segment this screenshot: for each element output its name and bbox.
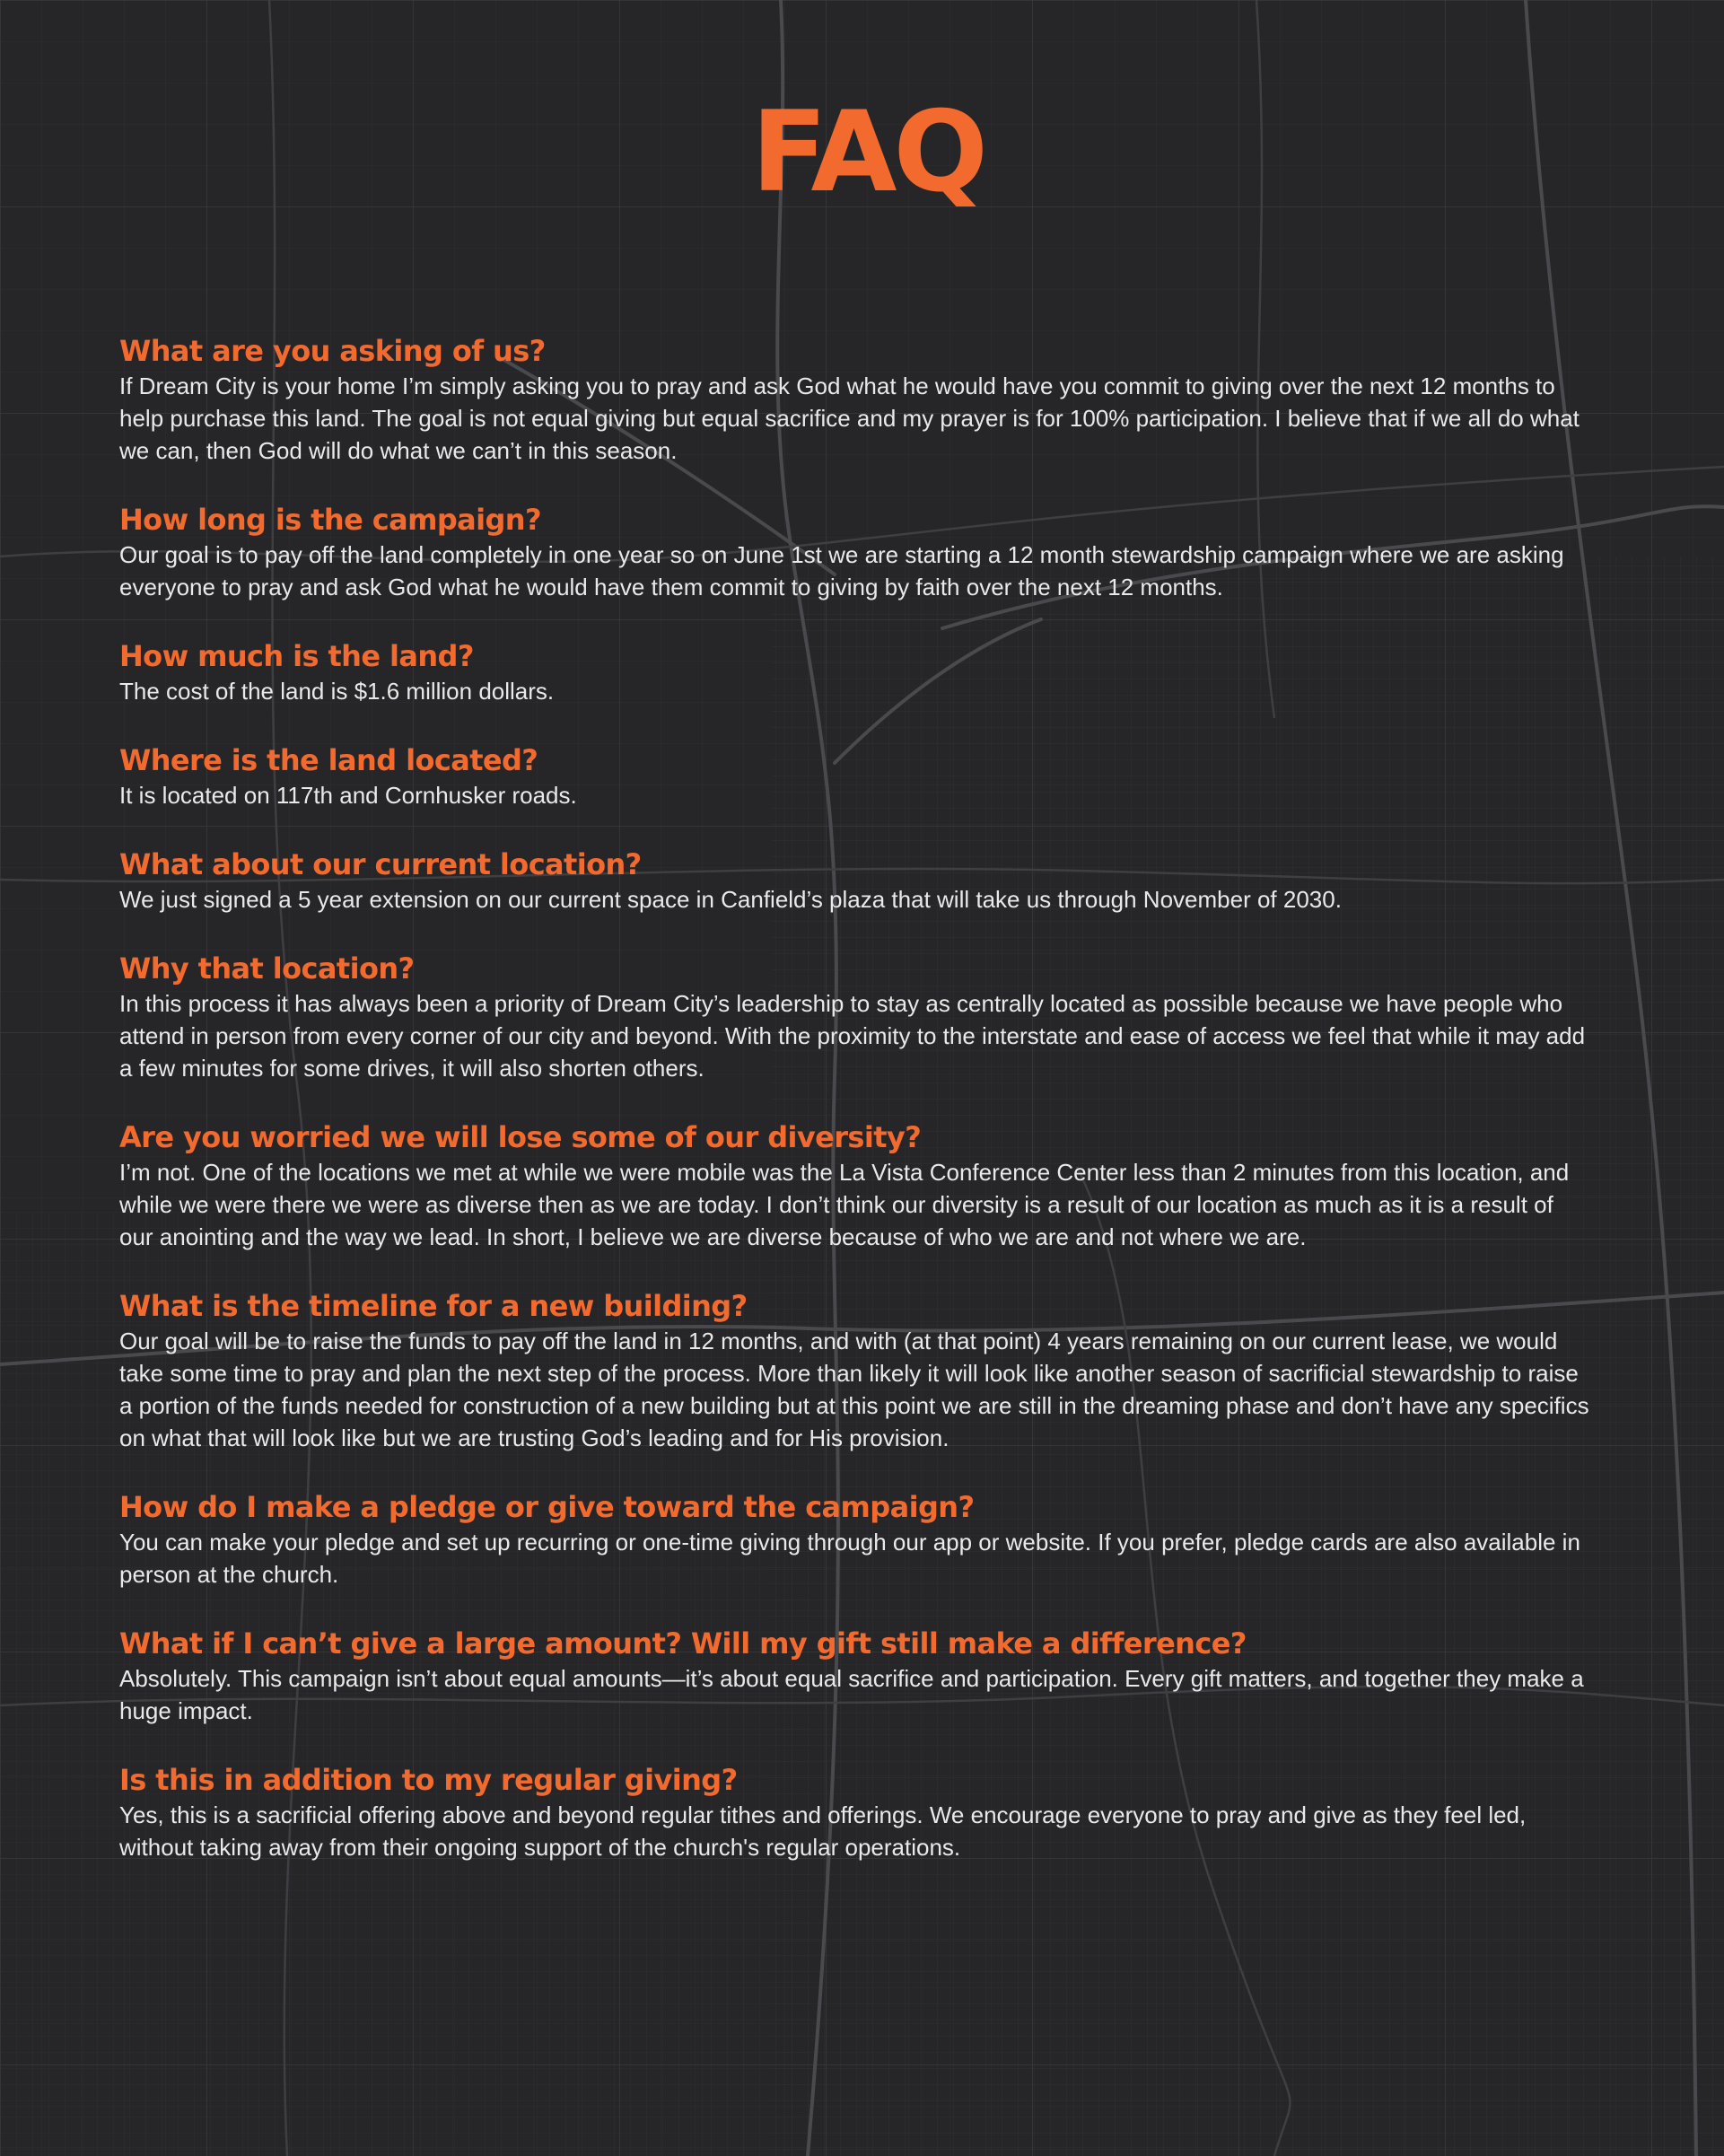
faq-item: [119, 951, 1616, 1084]
faq-question: Where is the land located?: [119, 743, 538, 777]
faq-item: [119, 847, 1616, 916]
faq-question: Are you worried we will lose some of our diversity?: [119, 1120, 922, 1154]
faq-answer: Our goal will be to raise the funds to pay off the land in 12 months, and with (at that point) 4 years remaining on our current lease, we would take some time to pray and plan the next step of the process. More than likely it will look like another season of sacrificial stewardship to raise a portion of the funds needed for construction of a new building but at this point we are still in the dreaming phase and don’t have any specifics on what that will look like but we are trusting God’s leading and for His provision.: [119, 1328, 1589, 1451]
faq-item: [119, 1626, 1616, 1727]
faq-answer: If Dream City is your home I’m simply asking you to pray and ask God what he would have you commit to giving over the next 12 months to help purchase this land. The goal is not equal giving but equal sacrifice and my prayer is for 100% participation. I believe that if we all do what we can, then God will do what we can’t in this season.: [119, 372, 1580, 464]
faq-answer: Yes, this is a sacrificial offering above and beyond regular tithes and offerings. We encourage everyone to pray and give as they feel led, without taking away from their ongoing support of the church's regular operations.: [119, 1801, 1527, 1861]
faq-answer: We just signed a 5 year extension on our current space in Canfield’s plaza that will take us through November of 2030.: [119, 886, 1342, 913]
faq-item: [119, 1120, 1616, 1253]
faq-item: [119, 1289, 1616, 1454]
faq-answer: In this process it has always been a priority of Dream City’s leadership to stay as centrally located as possible because we have people who attend in person from every corner of our city and beyond. With the proximity to the interstate and ease of access we feel that while it may add a few minutes for some drives, it will also shorten others.: [119, 990, 1586, 1082]
faq-answer: It is located on 117th and Cornhusker roads.: [119, 782, 577, 809]
faq-question: How do I make a pledge or give toward the campaign?: [119, 1490, 975, 1524]
faq-question: Why that location?: [119, 951, 415, 986]
faq-item: [119, 503, 1616, 603]
faq-question: What about our current location?: [119, 847, 642, 881]
faq-list: [119, 334, 1616, 1863]
faq-question: Is this in addition to my regular giving?: [119, 1763, 738, 1797]
faq-question: What if I can’t give a large amount? Will my gift still make a difference?: [119, 1626, 1247, 1661]
faq-question: What is the timeline for a new building?: [119, 1289, 748, 1323]
faq-answer: I’m not. One of the locations we met at while we were mobile was the La Vista Conference Center less than 2 minutes from this location, and while we were there we were as diverse then as we are today. I don’t think our diversity is a result of our location as much as it is a result of our anointing and the way we lead. In short, I believe we are diverse because of who we are and not where we are.: [119, 1159, 1570, 1250]
faq-item: [119, 1763, 1616, 1863]
faq-item: [119, 1490, 1616, 1591]
page-title: FAQ: [751, 88, 985, 217]
faq-answer: The cost of the land is $1.6 million dollars.: [119, 678, 555, 705]
faq-question: How much is the land?: [119, 639, 474, 673]
faq-question: How long is the campaign?: [119, 503, 541, 537]
faq-answer: Absolutely. This campaign isn’t about equal amounts—it’s about equal sacrifice and participation. Every gift matters, and together they make a huge impact.: [119, 1665, 1584, 1724]
faq-answer: You can make your pledge and set up recurring or one-time giving through our app or website. If you prefer, pledge cards are also available in person at the church.: [119, 1529, 1580, 1588]
faq-item: [119, 639, 1616, 707]
faq-answer: Our goal is to pay off the land completely in one year so on June 1st we are starting a 12 month stewardship campaign where we are asking everyone to pray and ask God what he would have them commit to giving by faith over the next 12 months.: [119, 541, 1564, 600]
faq-item: [119, 743, 1616, 811]
faq-item: [119, 334, 1616, 467]
faq-question: What are you asking of us?: [119, 334, 546, 368]
